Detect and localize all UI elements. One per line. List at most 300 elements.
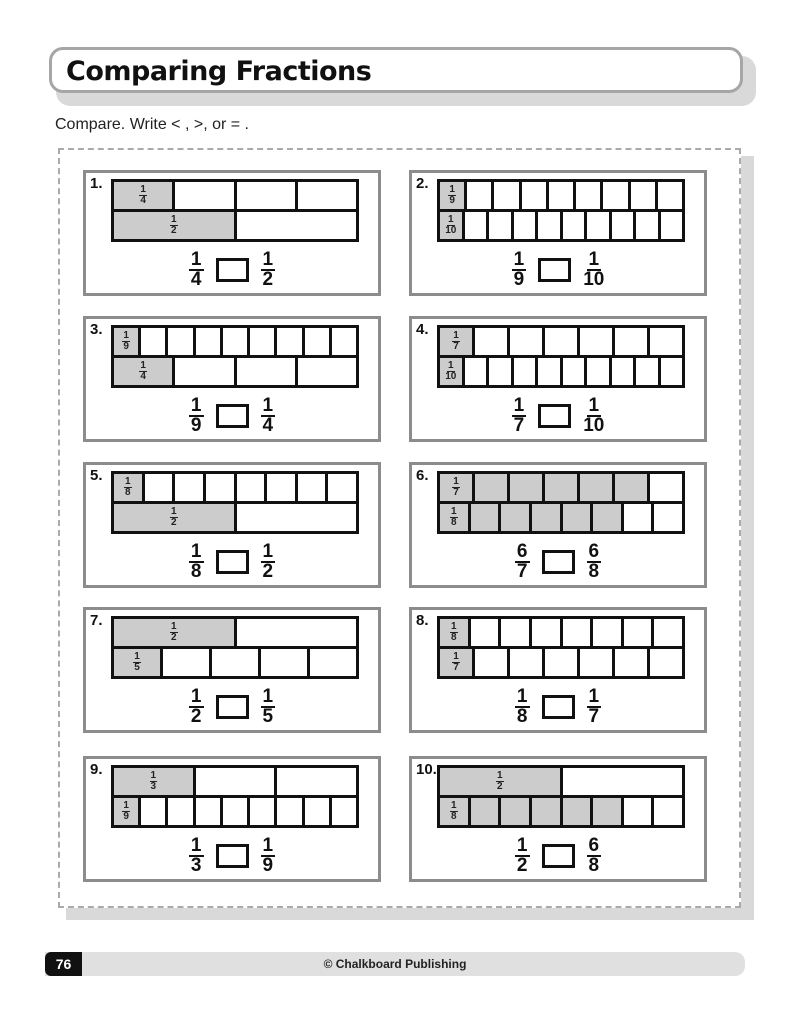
problem-number: 9. xyxy=(90,761,103,778)
empty-part xyxy=(163,649,212,676)
shaded-part xyxy=(440,182,467,209)
numerator: 1 xyxy=(588,686,600,707)
empty-part xyxy=(175,182,236,209)
empty-part xyxy=(261,649,310,676)
problem-card xyxy=(409,756,707,882)
numerator: 1 xyxy=(134,651,140,662)
empty-part xyxy=(332,798,356,825)
empty-part xyxy=(267,474,298,501)
numerator: 1 xyxy=(125,476,131,487)
numerator: 1 xyxy=(262,835,274,856)
shaded-part xyxy=(615,474,650,501)
empty-part xyxy=(475,328,510,355)
problem-number: 2. xyxy=(416,175,429,192)
empty-part xyxy=(654,619,682,646)
numerator: 1 xyxy=(453,651,459,662)
empty-part xyxy=(328,474,356,501)
empty-part xyxy=(237,182,298,209)
part-label xyxy=(139,361,147,382)
problem-number: 7. xyxy=(90,612,103,629)
numerator: 1 xyxy=(451,800,457,811)
empty-part xyxy=(636,212,661,239)
answer-box[interactable] xyxy=(542,695,575,719)
shaded-part xyxy=(471,798,502,825)
denominator: 9 xyxy=(262,855,274,876)
denominator: 8 xyxy=(451,811,457,822)
numerator: 1 xyxy=(190,541,202,562)
numerator: 1 xyxy=(170,214,177,225)
empty-part xyxy=(298,474,329,501)
worksheet-area xyxy=(58,148,741,908)
empty-part xyxy=(549,182,576,209)
part-label xyxy=(445,215,456,236)
left-fraction xyxy=(189,251,204,289)
numerator: 1 xyxy=(447,214,454,225)
empty-part xyxy=(223,328,250,355)
denominator: 3 xyxy=(150,781,157,792)
title-banner xyxy=(49,47,743,93)
part-label xyxy=(150,771,158,792)
empty-part xyxy=(658,182,682,209)
comparison xyxy=(86,397,378,435)
comparison xyxy=(86,251,378,289)
shaded-part xyxy=(510,474,545,501)
numerator: 1 xyxy=(140,360,146,371)
left-fraction xyxy=(189,543,204,581)
empty-part xyxy=(612,358,637,385)
empty-part xyxy=(277,768,356,795)
numerator: 6 xyxy=(516,541,528,562)
empty-part xyxy=(237,619,357,646)
numerator: 1 xyxy=(262,395,274,416)
shaded-part xyxy=(501,798,532,825)
numerator: 1 xyxy=(150,770,157,781)
numerator: 6 xyxy=(588,541,600,562)
right-fraction xyxy=(261,688,276,726)
denominator: 10 xyxy=(583,415,605,436)
numerator: 1 xyxy=(451,506,457,517)
denominator: 10 xyxy=(583,269,605,290)
shaded-part xyxy=(114,474,145,501)
empty-part xyxy=(237,474,268,501)
shaded-part xyxy=(440,358,465,385)
denominator: 5 xyxy=(134,662,140,673)
numerator: 1 xyxy=(190,395,202,416)
denominator: 8 xyxy=(516,706,528,727)
empty-part xyxy=(510,649,545,676)
left-fraction xyxy=(515,688,530,726)
part-label xyxy=(133,652,141,673)
numerator: 1 xyxy=(123,330,129,341)
empty-part xyxy=(475,649,510,676)
numerator: 1 xyxy=(170,506,177,517)
shaded-part xyxy=(532,798,563,825)
denominator: 9 xyxy=(123,341,129,352)
empty-part xyxy=(576,182,603,209)
fraction-bar xyxy=(437,795,685,828)
empty-part xyxy=(593,619,624,646)
left-fraction xyxy=(189,837,204,875)
empty-part xyxy=(580,649,615,676)
empty-part xyxy=(545,649,580,676)
empty-part xyxy=(603,182,630,209)
shaded-part xyxy=(545,474,580,501)
part-label xyxy=(170,215,178,236)
shaded-part xyxy=(440,328,475,355)
empty-part xyxy=(580,328,615,355)
answer-box[interactable] xyxy=(216,695,249,719)
denominator: 7 xyxy=(453,662,459,673)
instructions: Compare. Write < , >, or = . xyxy=(55,116,249,133)
denominator: 9 xyxy=(123,811,129,822)
numerator: 1 xyxy=(453,476,459,487)
denominator: 3 xyxy=(190,855,202,876)
problem-card xyxy=(83,170,381,296)
empty-part xyxy=(196,768,278,795)
fraction-bar xyxy=(111,646,359,679)
empty-part xyxy=(514,358,539,385)
empty-part xyxy=(650,474,682,501)
empty-part xyxy=(206,474,237,501)
answer-box[interactable] xyxy=(538,404,571,428)
shaded-part xyxy=(440,798,471,825)
denominator: 8 xyxy=(125,487,131,498)
denominator: 2 xyxy=(170,225,177,236)
part-label xyxy=(122,801,130,822)
denominator: 8 xyxy=(588,561,600,582)
fraction-bar xyxy=(437,471,685,501)
empty-part xyxy=(489,212,514,239)
fraction-bar xyxy=(111,209,359,242)
empty-part xyxy=(510,328,545,355)
empty-part xyxy=(237,358,298,385)
denominator: 8 xyxy=(190,561,202,582)
denominator: 2 xyxy=(170,517,177,528)
empty-part xyxy=(563,358,588,385)
denominator: 8 xyxy=(588,855,600,876)
right-fraction xyxy=(261,837,276,875)
comparison xyxy=(412,543,704,581)
problem-number: 10. xyxy=(416,761,437,778)
fraction-bar xyxy=(437,646,685,679)
numerator: 1 xyxy=(262,249,274,270)
shaded-part xyxy=(440,649,475,676)
fraction-bar xyxy=(437,355,685,388)
comparison xyxy=(412,837,704,875)
right-fraction xyxy=(261,397,276,435)
page-title: Comparing Fractions xyxy=(66,56,372,87)
shaded-part xyxy=(471,504,502,531)
shaded-part xyxy=(114,649,163,676)
empty-part xyxy=(465,358,490,385)
problem-card xyxy=(83,756,381,882)
empty-part xyxy=(310,649,356,676)
empty-part xyxy=(538,358,563,385)
part-label xyxy=(452,652,460,673)
denominator: 4 xyxy=(140,195,146,206)
empty-part xyxy=(250,798,277,825)
left-fraction xyxy=(512,397,527,435)
problem-card xyxy=(409,607,707,733)
comparison xyxy=(86,837,378,875)
problem-number: 4. xyxy=(416,321,429,338)
empty-part xyxy=(175,474,206,501)
denominator: 8 xyxy=(451,517,457,528)
empty-part xyxy=(145,474,176,501)
answer-box[interactable] xyxy=(216,404,249,428)
empty-part xyxy=(196,798,223,825)
fraction-bar xyxy=(437,616,685,646)
denominator: 9 xyxy=(449,195,455,206)
numerator: 1 xyxy=(190,686,202,707)
empty-part xyxy=(501,619,532,646)
part-label xyxy=(452,477,460,498)
empty-part xyxy=(250,328,277,355)
shaded-part xyxy=(593,798,624,825)
shaded-part xyxy=(114,619,237,646)
numerator: 1 xyxy=(190,249,202,270)
empty-part xyxy=(650,328,682,355)
empty-part xyxy=(563,619,594,646)
answer-box[interactable] xyxy=(216,258,249,282)
part-label xyxy=(450,622,458,643)
empty-part xyxy=(471,619,502,646)
fraction-bar xyxy=(437,501,685,534)
denominator: 7 xyxy=(453,487,459,498)
empty-part xyxy=(538,212,563,239)
right-fraction xyxy=(587,837,602,875)
denominator: 4 xyxy=(262,415,274,436)
empty-part xyxy=(650,649,682,676)
shaded-part xyxy=(440,212,465,239)
numerator: 1 xyxy=(513,395,525,416)
empty-part xyxy=(277,798,304,825)
part-label xyxy=(445,361,456,382)
shaded-part xyxy=(114,358,175,385)
right-fraction xyxy=(583,397,604,435)
answer-box[interactable] xyxy=(216,844,249,868)
empty-part xyxy=(305,328,332,355)
comparison xyxy=(412,688,704,726)
fraction-bar xyxy=(111,179,359,209)
comparison xyxy=(412,397,704,435)
numerator: 1 xyxy=(513,249,525,270)
numerator: 6 xyxy=(588,835,600,856)
empty-part xyxy=(237,504,357,531)
denominator: 4 xyxy=(190,269,202,290)
empty-part xyxy=(141,798,168,825)
shaded-part xyxy=(593,504,624,531)
shaded-part xyxy=(114,182,175,209)
problem-card xyxy=(83,462,381,588)
numerator: 1 xyxy=(516,835,528,856)
empty-part xyxy=(489,358,514,385)
part-label xyxy=(124,477,132,498)
shaded-part xyxy=(475,474,510,501)
numerator: 1 xyxy=(451,621,457,632)
empty-part xyxy=(563,212,588,239)
problem-number: 6. xyxy=(416,467,429,484)
problem-card xyxy=(409,462,707,588)
empty-part xyxy=(624,798,655,825)
shaded-part xyxy=(114,768,196,795)
fraction-bar xyxy=(437,209,685,242)
part-label xyxy=(450,801,458,822)
numerator: 1 xyxy=(262,686,274,707)
problem-card xyxy=(83,607,381,733)
empty-part xyxy=(467,182,494,209)
numerator: 1 xyxy=(170,621,177,632)
numerator: 1 xyxy=(190,835,202,856)
fraction-bar xyxy=(111,795,359,828)
denominator: 9 xyxy=(513,269,525,290)
problem-card xyxy=(83,316,381,442)
empty-part xyxy=(545,328,580,355)
empty-part xyxy=(465,212,490,239)
shaded-part xyxy=(440,619,471,646)
empty-part xyxy=(661,358,683,385)
comparison xyxy=(86,688,378,726)
empty-part xyxy=(654,798,682,825)
left-fraction xyxy=(512,251,527,289)
denominator: 5 xyxy=(262,706,274,727)
fraction-bar xyxy=(111,355,359,388)
empty-part xyxy=(654,504,682,531)
shaded-part xyxy=(440,474,475,501)
left-fraction xyxy=(515,837,530,875)
fraction-bar xyxy=(437,179,685,209)
left-fraction xyxy=(189,397,204,435)
part-label xyxy=(450,507,458,528)
shaded-part xyxy=(501,504,532,531)
part-label xyxy=(448,185,456,206)
empty-part xyxy=(587,212,612,239)
empty-part xyxy=(305,798,332,825)
empty-part xyxy=(636,358,661,385)
part-label xyxy=(139,185,147,206)
page-number: 76 xyxy=(45,952,82,976)
part-label xyxy=(452,331,460,352)
copyright: © Chalkboard Publishing xyxy=(323,957,467,971)
empty-part xyxy=(212,649,261,676)
denominator: 8 xyxy=(451,632,457,643)
shaded-part xyxy=(114,798,141,825)
right-fraction xyxy=(587,688,602,726)
empty-part xyxy=(141,328,168,355)
denominator: 7 xyxy=(453,341,459,352)
shaded-part xyxy=(114,328,141,355)
shaded-part xyxy=(563,504,594,531)
problem-card xyxy=(409,316,707,442)
shaded-part xyxy=(532,504,563,531)
answer-box[interactable] xyxy=(542,550,575,574)
denominator: 9 xyxy=(190,415,202,436)
shaded-part xyxy=(114,504,237,531)
problem-number: 1. xyxy=(90,175,103,192)
denominator: 7 xyxy=(516,561,528,582)
denominator: 10 xyxy=(445,371,457,382)
part-label xyxy=(170,622,178,643)
numerator: 1 xyxy=(496,770,503,781)
empty-part xyxy=(587,358,612,385)
right-fraction xyxy=(587,543,602,581)
numerator: 1 xyxy=(588,249,600,270)
problem-card xyxy=(409,170,707,296)
empty-part xyxy=(532,619,563,646)
empty-part xyxy=(522,182,549,209)
empty-part xyxy=(631,182,658,209)
shaded-part xyxy=(114,212,237,239)
fraction-bar xyxy=(437,765,685,795)
empty-part xyxy=(196,328,223,355)
shaded-part xyxy=(580,474,615,501)
denominator: 7 xyxy=(588,706,600,727)
part-label xyxy=(496,771,504,792)
empty-part xyxy=(624,619,655,646)
numerator: 1 xyxy=(123,800,129,811)
empty-part xyxy=(615,328,650,355)
right-fraction xyxy=(261,543,276,581)
empty-part xyxy=(514,212,539,239)
answer-box[interactable] xyxy=(538,258,571,282)
comparison xyxy=(86,543,378,581)
right-fraction xyxy=(583,251,604,289)
comparison xyxy=(412,251,704,289)
shaded-part xyxy=(563,798,594,825)
empty-part xyxy=(661,212,683,239)
fraction-bar xyxy=(111,325,359,355)
empty-part xyxy=(223,798,250,825)
left-fraction xyxy=(515,543,530,581)
empty-part xyxy=(168,798,195,825)
left-fraction xyxy=(189,688,204,726)
denominator: 7 xyxy=(513,415,525,436)
fraction-bar xyxy=(111,765,359,795)
fraction-bar xyxy=(437,325,685,355)
shaded-part xyxy=(440,504,471,531)
denominator: 2 xyxy=(190,706,202,727)
answer-box[interactable] xyxy=(216,550,249,574)
problem-number: 5. xyxy=(90,467,103,484)
empty-part xyxy=(563,768,683,795)
problem-number: 8. xyxy=(416,612,429,629)
fraction-bar xyxy=(111,471,359,501)
denominator: 2 xyxy=(262,561,274,582)
answer-box[interactable] xyxy=(542,844,575,868)
denominator: 2 xyxy=(516,855,528,876)
numerator: 1 xyxy=(262,541,274,562)
empty-part xyxy=(332,328,356,355)
empty-part xyxy=(175,358,236,385)
shaded-part xyxy=(440,768,563,795)
numerator: 1 xyxy=(449,184,455,195)
empty-part xyxy=(298,182,356,209)
denominator: 10 xyxy=(445,225,457,236)
numerator: 1 xyxy=(140,184,146,195)
empty-part xyxy=(615,649,650,676)
empty-part xyxy=(494,182,521,209)
part-label xyxy=(170,507,178,528)
numerator: 1 xyxy=(516,686,528,707)
empty-part xyxy=(624,504,655,531)
problem-number: 3. xyxy=(90,321,103,338)
numerator: 1 xyxy=(453,330,459,341)
denominator: 2 xyxy=(170,632,177,643)
denominator: 2 xyxy=(496,781,503,792)
part-label xyxy=(122,331,130,352)
denominator: 2 xyxy=(262,269,274,290)
fraction-bar xyxy=(111,501,359,534)
